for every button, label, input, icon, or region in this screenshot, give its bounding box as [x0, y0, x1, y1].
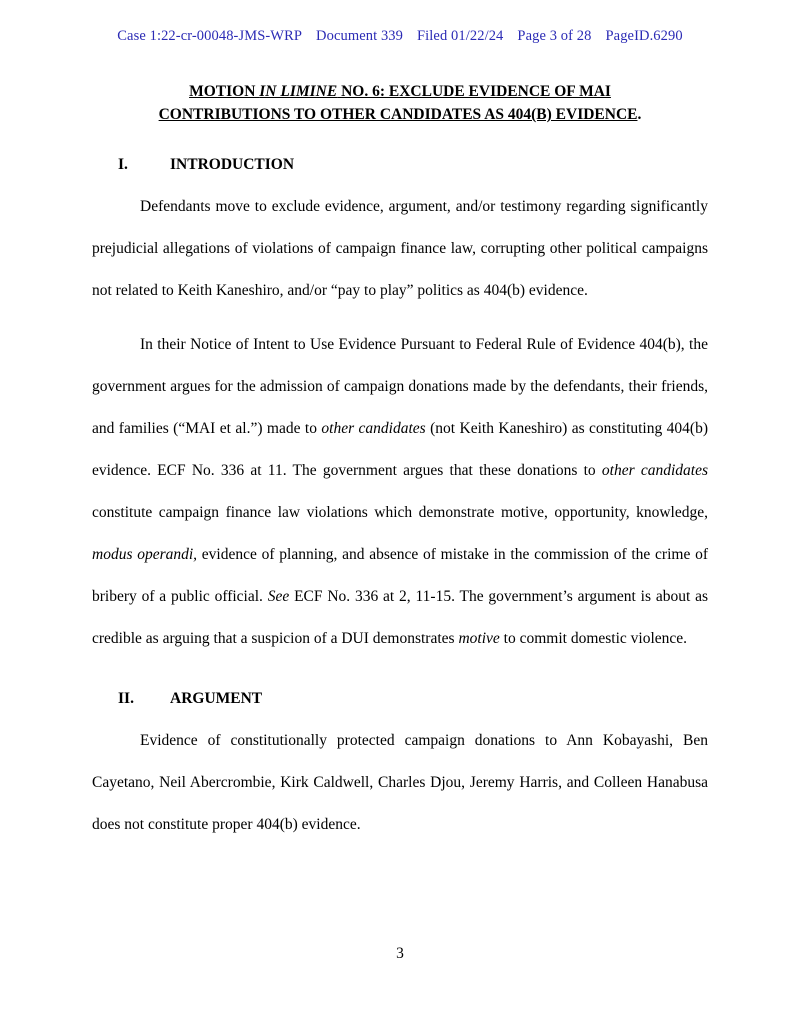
- body-text: (not Keith Kaneshiro) as constituting 404(b) evidence. ECF No. 336 at 11. The government argues that these donations to: [92, 420, 708, 479]
- emphasis-text: modus operandi,: [92, 546, 198, 563]
- header-case-number: Case 1:22-cr-00048-JMS-WRP: [117, 28, 303, 44]
- body-text: Defendants move to exclude evidence, argument, and/or testimony regarding significantly prejudicial allegations of violations of campaign finance law, corrupting other political campaigns not related to Keith Kaneshiro, and/or “pay to play” politics as 404(b) evidence.: [92, 198, 708, 299]
- header-pageid: PageID.6290: [605, 28, 683, 44]
- emphasis-text: motive: [458, 630, 500, 647]
- body-text: In their Notice of Intent to Use Evidence Pursuant to Federal Rule of Evidence 404(b), the government argues for the admission of campaign donations made by the defendants, their friends, and families (“MAI et al.”) made to: [92, 336, 708, 437]
- motion-title-line1-italic: IN LIMINE: [259, 83, 338, 100]
- body-text: ECF No. 336 at 2, 11-15. The government’s argument is about as credible as arguing that a suspicion of a DUI demonstrates: [92, 588, 709, 647]
- paragraph-argument-1: [92, 708, 708, 846]
- header-page-count: Page 3 of 28: [517, 28, 592, 44]
- motion-title-line1-part2: NO. 6: EXCLUDE EVIDENCE OF MAI: [337, 83, 611, 100]
- motion-title-line2: CONTRIBUTIONS TO OTHER CANDIDATES AS 404(B) EVIDENCE: [158, 106, 638, 123]
- page-number: 3: [396, 945, 404, 962]
- motion-title-line2-trailing: .: [637, 106, 642, 123]
- body-text: Evidence of constitutionally protected campaign donations to Ann Kobayashi, Ben Cayetano, Neil Abercrombie, Kirk Caldwell, Charles Djou, Jeremy Harris, and Colleen Hanabusa does not constitute proper 404(b) evidence.: [92, 732, 708, 833]
- motion-title-line1-part1: MOTION: [189, 83, 260, 100]
- motion-title: [92, 80, 708, 126]
- body-text: evidence of planning, and absence of mistake in the commission of the crime of bribery of a public official.: [92, 546, 708, 605]
- section-heading-introduction: [92, 156, 708, 174]
- section-heading-argument: [92, 690, 708, 708]
- section-label-1: INTRODUCTION: [170, 156, 295, 173]
- section-label-2: ARGUMENT: [170, 690, 263, 707]
- body-text: constitute campaign finance law violations which demonstrate motive, opportunity, knowledge,: [92, 504, 708, 521]
- header-filed-date: Filed 01/22/24: [417, 28, 504, 44]
- body-text: to commit domestic violence.: [499, 630, 688, 647]
- paragraph-intro-2: [92, 312, 708, 660]
- section-number-1: I.: [118, 156, 128, 173]
- document-body: [92, 80, 708, 846]
- header-document-number: Document 339: [316, 28, 404, 44]
- emphasis-text: See: [267, 588, 290, 605]
- section-number-2: II.: [118, 690, 134, 707]
- emphasis-text: other candidates: [601, 462, 708, 479]
- court-filing-header-stamp: [0, 28, 800, 45]
- emphasis-text: other candidates: [321, 420, 426, 437]
- paragraph-intro-1: [92, 174, 708, 312]
